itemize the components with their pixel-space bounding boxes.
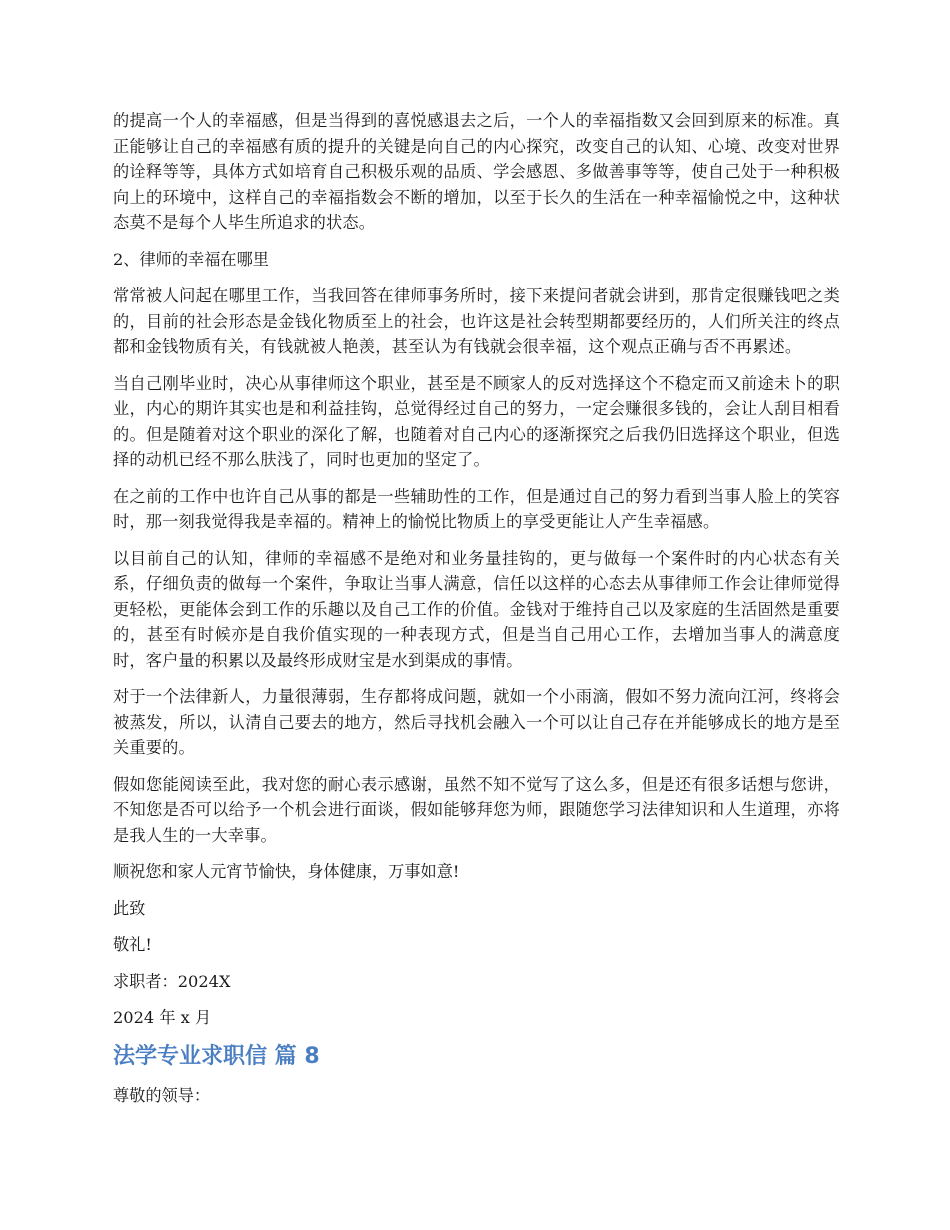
body-paragraph: 以目前自己的认知，律师的幸福感不是绝对和业务量挂钩的，更与做每一个案件时的内心状态有关系，仔细负责的做每一个案件，争取让当事人满意，信任以这样的心态去从事律师工作会让律师觉得更轻松，更能体会到工作的乐趣以及自己工作的价值。金钱对于维持自己以及家庭的生活固然是重要的，甚至有时候亦是自我价值实现的一种表现方式，但是当自己用心工作，去增加当事人的满意度时，客户量的积累以及最终形成财宝是水到渠成的事情。 xyxy=(113,548,840,670)
body-paragraph: 假如您能阅读至此，我对您的耐心表示感谢，虽然不知不觉写了这么多，但是还有很多话想与您讲，不知您是否可以给予一个机会进行面谈，假如能够拜您为师，跟随您学习法律知识和人生道理，亦将是我人生的一大幸事。 xyxy=(113,774,840,845)
salutation: 尊敬的领导： xyxy=(113,1085,211,1105)
body-paragraph: 的提高一个人的幸福感，但是当得到的喜悦感退去之后，一个人的幸福指数又会回到原来的标准。真正能够让自己的幸福感有质的提升的关键是向自己的内心探究，改变自己的认知、心境、改变对世界的诠释等等，具体方式如培育自己积极乐观的品质、学会感恩、多做善事等等，使自己处于一种积极向上的环境中，这样自己的幸福指数会不断的增加，以至于长久的生活在一种幸福愉悦之中，这种状态莫不是每个人毕生所追求的状态。 xyxy=(113,111,840,232)
closing-wish: 顺祝您和家人元宵节愉快，身体健康，万事如意! xyxy=(113,862,460,881)
signature-applicant: 求职者：2024X xyxy=(113,971,231,991)
signature-date: 2024 年 x 月 xyxy=(113,1008,212,1027)
closing-cizhi: 此致 xyxy=(113,898,146,918)
subsection-title: 2、律师的幸福在哪里 xyxy=(113,249,269,269)
section-heading: 法学专业求职信 篇 8 xyxy=(113,1043,320,1069)
body-paragraph: 当自己刚毕业时，决心从事律师这个职业，甚至是不顾家人的反对选择这个不稳定而又前途未卜的职业，内心的期许其实也是和利益挂钩，总觉得经过自己的努力，一定会赚很多钱的，会让人刮目相看的。但是随着对这个职业的深化了解，也随着对自己内心的逐渐探究之后我仍旧选择这个职业，但选择的动机已经不那么肤浅了，同时也更加的坚定了。 xyxy=(113,373,840,469)
body-paragraph: 常常被人问起在哪里工作，当我回答在律师事务所时，接下来提问者就会讲到，那肯定很赚钱吧之类的，目前的社会形态是金钱化物质至上的社会，也许这是社会转型期都要经历的，人们所关注的终点都和金钱物质有关，有钱就被人艳羡，甚至认为有钱就会很幸福，这个观点正确与否不再累述。 xyxy=(113,286,840,356)
document-page xyxy=(113,108,840,1119)
body-paragraph: 对于一个法律新人，力量很薄弱，生存都将成问题，就如一个小雨滴，假如不努力流向江河，终将会被蒸发，所以，认清自己要去的地方，然后寻找机会融入一个可以让自己存在并能够成长的地方是至关重要的。 xyxy=(113,687,840,757)
closing-jingli: 敬礼! xyxy=(113,935,152,954)
body-paragraph: 在之前的工作中也许自己从事的都是一些辅助性的工作，但是通过自己的努力看到当事人脸上的笑容时，那一刻我觉得我是幸福的。精神上的愉悦比物质上的享受更能让人产生幸福感。 xyxy=(113,486,840,531)
